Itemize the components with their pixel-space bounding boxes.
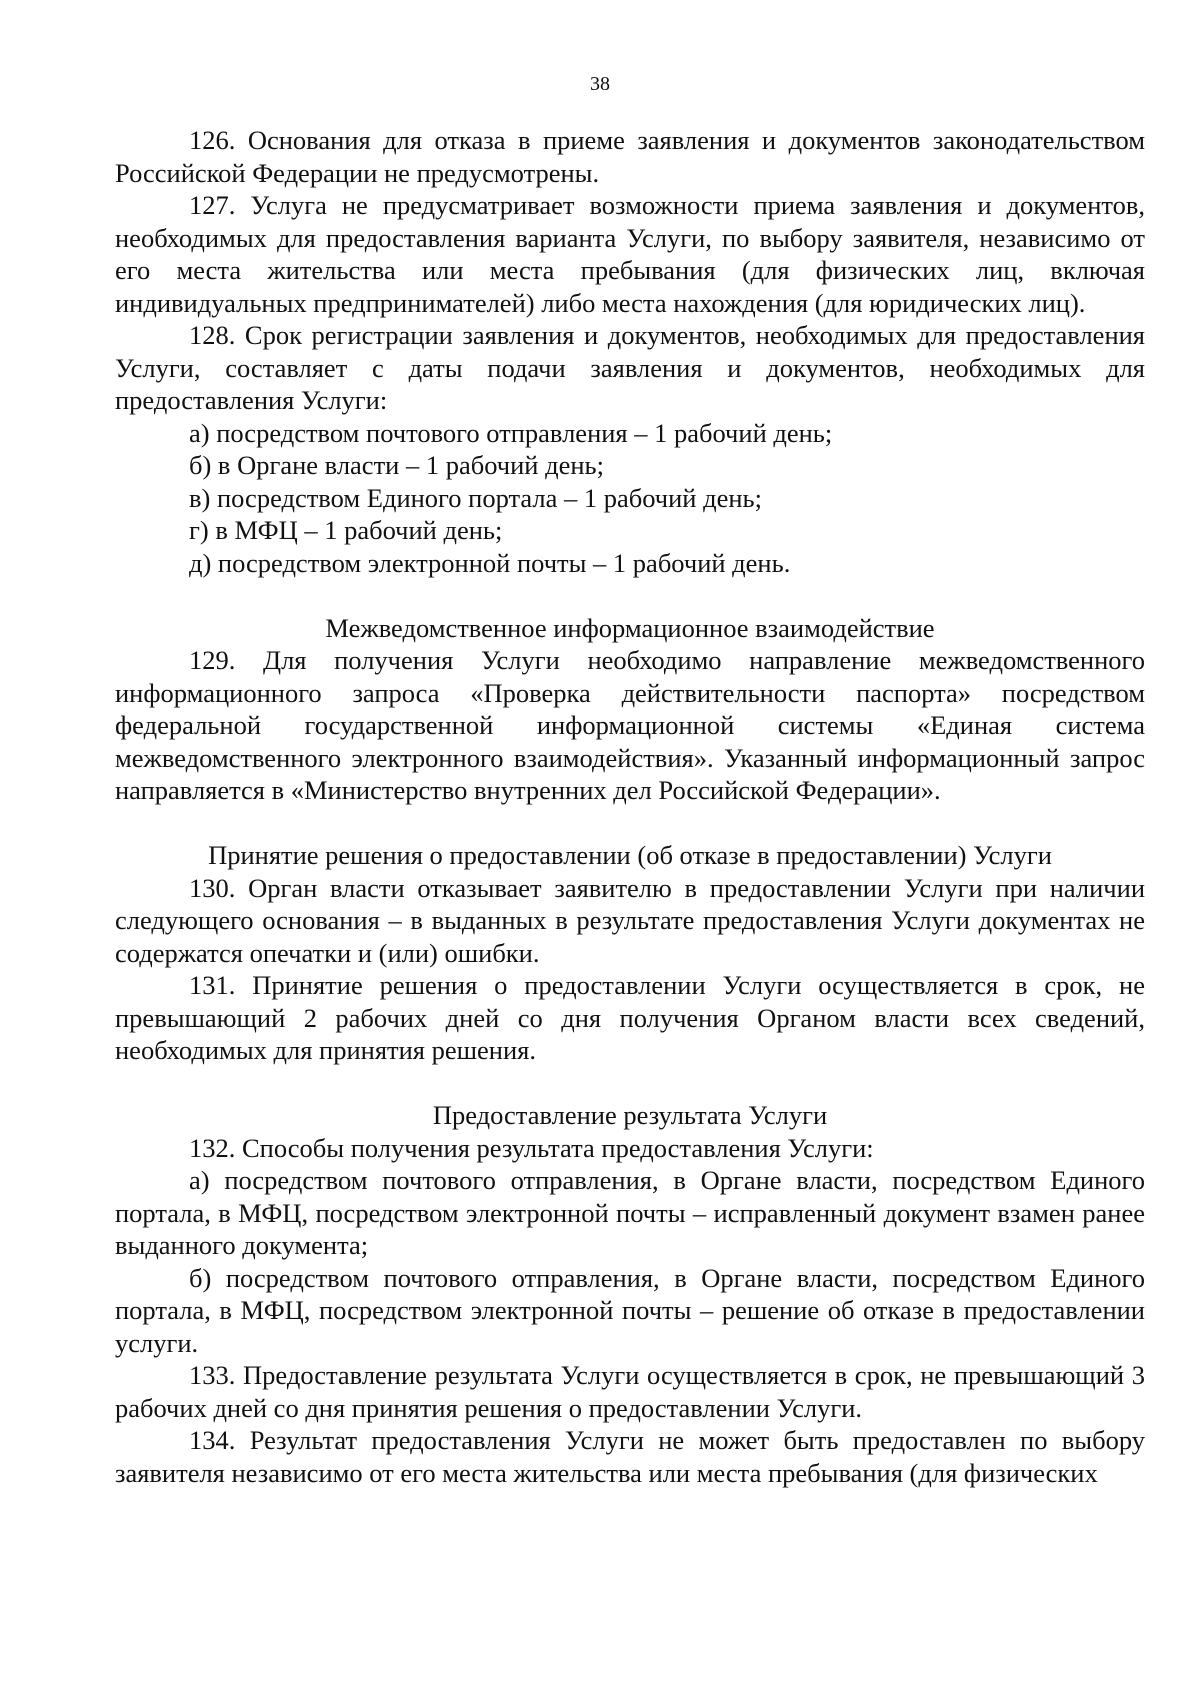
list-item-128-d: г) в МФЦ – 1 рабочий день; xyxy=(189,515,503,545)
list-item-128-b: б) в Органе власти – 1 рабочий день; xyxy=(189,450,604,480)
section-spacer xyxy=(115,1067,1145,1100)
paragraph-132: 132. Способы получения результата предоставления Услуги: xyxy=(189,1132,874,1163)
paragraph-128: 128. Срок регистрации заявления и документов, необходимых для предоставления Услуги, составляет с даты подачи заявления и документов, необходимых для предоставления Услуги: xyxy=(115,320,1145,415)
document-body xyxy=(115,124,1145,1489)
paragraph-134: 134. Результат предоставления Услуги не может быть предоставлен по выбору заявителя независимо от его места жительства или места пребывания (для физических xyxy=(115,1425,1145,1488)
section-spacer xyxy=(115,579,1145,612)
paragraph-131: 131. Принятие решения о предоставлении Услуги осуществляется в срок, не превышающий 2 рабочих дней со дня получения Органом власти всех сведений, необходимых для принятия решения. xyxy=(115,970,1145,1065)
list-item-128-c: в) посредством Единого портала – 1 рабочий день; xyxy=(189,482,762,513)
list-item-132-b: б) посредством почтового отправления, в Органе власти, посредством Единого портала, в МФЦ, посредством электронной почты – решение об отказе в предоставлении услуги. xyxy=(115,1262,1145,1358)
list-item-128-a: а) посредством почтового отправления – 1 рабочий день; xyxy=(189,417,833,448)
list-item-128-e: д) посредством электронной почты – 1 рабочий день. xyxy=(189,547,791,578)
section-heading-interagency: Межведомственное информационное взаимодействие xyxy=(325,612,935,643)
section-heading-decision: Принятие решения о предоставлении (об отказе в предоставлении) Услуги xyxy=(208,840,1052,870)
page-number: 38 xyxy=(590,73,610,95)
paragraph-126: 126. Основания для отказа в приеме заявления и документов законодательством Российской Федерации не предусмотрены. xyxy=(115,125,1145,188)
paragraph-129: 129. Для получения Услуги необходимо направление межведомственного информационного запроса «Проверка действительности паспорта» посредством федеральной государственной информационной системы «Единая система межведомственного электронного взаимодействия». Указанный информационный запрос направляется в «Министерство внутренних дел Российской Федерации». xyxy=(115,645,1145,805)
section-heading-result: Предоставление результата Услуги xyxy=(432,1100,828,1130)
paragraph-130: 130. Орган власти отказывает заявителю в предоставлении Услуги при наличии следующего основания – в выданных в результате предоставления Услуги документах не содержатся опечатки и (или) ошибки. xyxy=(115,872,1145,968)
paragraph-127: 127. Услуга не предусматривает возможности приема заявления и документов, необходимых для предоставления варианта Услуги, по выбору заявителя, независимо от его места жительства или места пребывания (для физических лиц, включая индивидуальных предпринимателей) либо места нахождения (для юридических лиц). xyxy=(115,190,1145,318)
paragraph-133: 133. Предоставление результата Услуги осуществляется в срок, не превышающий 3 рабочих дней со дня принятия решения о предоставлении Услуги. xyxy=(115,1360,1145,1423)
list-item-132-a: а) посредством почтового отправления, в Органе власти, посредством Единого портала, в МФЦ, посредством электронной почты – исправленный документ взамен ранее выданного документа; xyxy=(115,1165,1145,1260)
section-spacer xyxy=(115,807,1145,840)
